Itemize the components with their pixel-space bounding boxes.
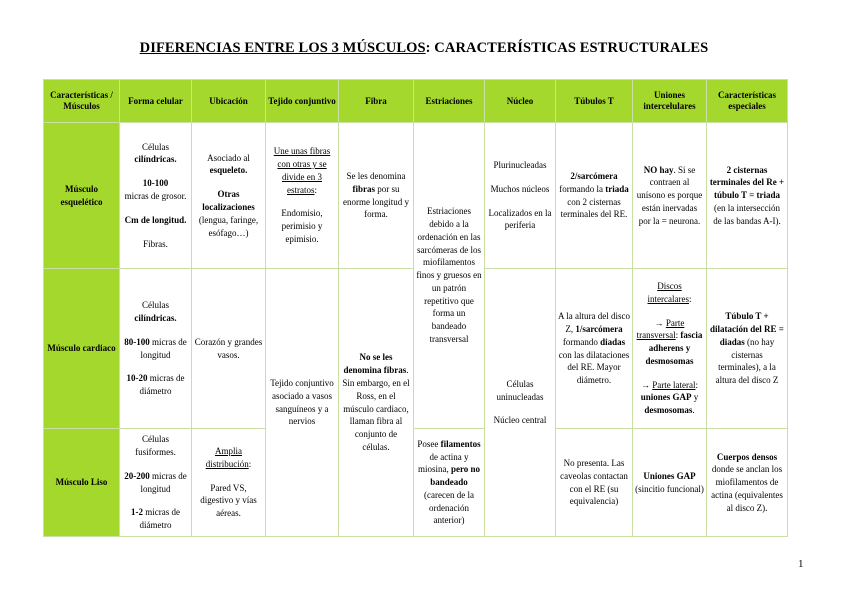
esq-ubic-l4: (lengua, faringe, esófago…) <box>198 214 259 238</box>
header-tejido: Tejido conjuntivo <box>266 80 339 123</box>
liso-forma-l4: 1-2 <box>131 507 143 518</box>
card-nucleo-l1: Células uninucleadas <box>496 378 544 402</box>
card-esp-l1: Túbulo T + dilatación del RE = diadas <box>710 311 784 347</box>
esq-uni-l2: . Si se contraen al unísono es porque están inervadas por la = neurona. <box>636 164 703 226</box>
liso-esp-l1: Cuerpos densos <box>716 451 778 462</box>
liso-forma-l2: 20-200 <box>124 470 150 481</box>
liso-ubic-l2: Pared VS, digestivo y vías aéreas. <box>200 482 257 519</box>
rowhead-cardiaco: Músculo cardiaco <box>44 269 120 429</box>
esq-forma-l3: 10-100 <box>142 178 169 189</box>
cell-esq-forma <box>120 123 192 269</box>
esq-nucleo-l3: Localizados en la periferia <box>488 207 552 231</box>
arrow-icon: → <box>641 379 650 390</box>
rowhead-esqueletico: Músculo esquelético <box>44 123 120 269</box>
esq-tejido-l2: Endomisio, perimisio y epimisio. <box>281 208 323 244</box>
card-uni-l12: . <box>692 405 695 416</box>
card-tub-l2: 1/sarcómera <box>575 323 623 334</box>
esq-tub-l1: 2/sarcómera <box>570 170 618 181</box>
esq-tejido-l1: Une unas fibras con otras y se divide en 3 estratos <box>273 146 331 195</box>
esq-ubic-l3: Otras localizaciones <box>202 189 255 212</box>
liso-forma-l5: micras de diámetro <box>139 507 180 531</box>
liso-uni-l1: Uniones GAP <box>643 470 696 481</box>
card-tub-l4: diadas <box>600 336 626 347</box>
header-tubulos: Túbulos T <box>556 80 633 123</box>
header-estriaciones: Estriaciones <box>414 80 485 123</box>
card-nucleo-l2: Núcleo central <box>493 415 547 426</box>
cell-esq-especiales <box>707 123 788 269</box>
cell-tejido-shared: Tejido conjuntivo asociado a vasos sanguíneos y a nervios <box>266 269 339 537</box>
card-tub-l1: A la altura del disco Z, <box>558 311 630 334</box>
esq-forma-l4: micras de grosor. <box>124 191 187 201</box>
header-forma: Forma celular <box>120 80 192 123</box>
liso-forma-l3: micras de longitud <box>140 470 187 494</box>
card-uni-l7: Parte lateral <box>652 379 696 390</box>
card-tub-l5: con las dilataciones del RE. Mayor diámetro. <box>558 349 630 386</box>
cell-esq-ubicacion <box>192 123 266 269</box>
title-rest: : CARACTERÍSTICAS ESTRUCTURALES <box>425 40 709 56</box>
liso-ubic-l1: Amplia distribución <box>205 446 249 469</box>
row-esqueletico <box>44 123 788 269</box>
card-uni-l10: y <box>693 392 699 403</box>
esq-ubic-l2: esqueleto. <box>209 165 248 176</box>
header-especiales: Características especiales <box>707 80 788 123</box>
header-fibra: Fibra <box>339 80 414 123</box>
cell-esq-nucleo <box>485 123 556 269</box>
liso-est-l5: (carecen de la ordenación anterior) <box>424 489 474 526</box>
header-nucleo: Núcleo <box>485 80 556 123</box>
esq-nucleo-l2: Muchos núcleos <box>490 183 550 194</box>
cell-card-tubulos <box>556 269 633 429</box>
cell-esq-tejido <box>266 123 339 269</box>
card-uni-l5: fascia adherens y desmosomas <box>645 330 703 366</box>
cell-card-ubicacion: Corazón y grandes vasos. <box>192 269 266 429</box>
cell-liso-ubicacion <box>192 429 266 537</box>
card-forma-l3: 80-100 <box>124 336 150 347</box>
liso-esp-l2: donde se anclan los miofilamentos de actina (equivalentes al disco Z). <box>711 464 783 513</box>
esq-uni-l1: NO hay <box>643 164 674 175</box>
cell-card-uniones <box>633 269 707 429</box>
liso-est-l2: filamentos <box>440 438 481 449</box>
cell-liso-forma <box>120 429 192 537</box>
cell-esq-fibra <box>339 123 414 269</box>
header-row <box>44 80 788 123</box>
header-ubicacion: Ubicación <box>192 80 266 123</box>
esq-tub-l3: triada <box>605 183 629 194</box>
esq-nucleo-l1: Plurinucleadas <box>493 159 547 170</box>
liso-est-l3: de actina y miosina, <box>417 451 469 475</box>
card-uni-l8: : <box>695 379 698 390</box>
esq-tub-l4: con 2 cisternas terminales del RE. <box>560 196 628 220</box>
cell-liso-tubulos: No presenta. Las caveolas contactan con el RE (su equivalencia) <box>556 429 633 537</box>
header-uniones: Uniones intercelulares <box>633 80 707 123</box>
esq-esp-l2: (en la intersección de las bandas A-I). <box>713 202 781 226</box>
cell-fibra-shared <box>339 269 414 537</box>
page-title <box>0 40 848 57</box>
esq-fibra-l3: por su enorme longitud y forma. <box>343 183 409 220</box>
card-uni-l3: Parte transversal <box>636 317 685 341</box>
arrow-icon: → <box>654 317 664 328</box>
esq-tejido-colon: : <box>314 184 317 195</box>
cell-estriaciones-shared: Estriaciones debido a la ordenación en las sarcómeras de los miofilamentos finos y gruesos en un patrón repetitivo que forma un bandeado transversal <box>414 123 485 429</box>
liso-ubic-l1b: : <box>248 458 252 469</box>
esq-esp-l1: 2 cisternas terminales del Re + túbulo T = triada <box>709 164 785 201</box>
liso-uni-l2: (sincitio funcional) <box>635 483 704 494</box>
cell-esq-uniones <box>633 123 707 269</box>
cell-esq-tubulos <box>556 123 633 269</box>
liso-est-l4: pero no bandeado <box>430 464 481 488</box>
esq-fibra-l2: fibras <box>352 183 375 194</box>
esq-forma-l6: Fibras. <box>143 238 168 249</box>
card-tub-l3: formando <box>562 336 598 347</box>
rowhead-liso: Músculo Liso <box>44 429 120 537</box>
cell-card-forma <box>120 269 192 429</box>
esq-fibra-l1: Se les denomina <box>346 170 406 181</box>
liso-forma-l1: Células fusiformes. <box>135 434 176 457</box>
page-number: 1 <box>798 558 804 570</box>
cell-liso-uniones <box>633 429 707 537</box>
liso-est-l1: Posee <box>417 438 439 449</box>
card-uni-l1: Discos intercalares <box>647 280 689 304</box>
esq-forma-l2: cilíndricas. <box>134 154 177 165</box>
card-uni-l9: uniones GAP <box>640 392 692 403</box>
cell-liso-estriaciones <box>414 429 485 537</box>
esq-forma-l1: Células <box>142 141 169 152</box>
cell-nucleo-shared <box>485 269 556 537</box>
esq-ubic-l1: Asociado al <box>207 152 250 163</box>
comparison-table <box>43 79 788 537</box>
card-fibra-l2: . Sin embargo, en el Ross, en el músculo cardiaco, llaman fibra al conjunto de células. <box>342 365 410 452</box>
card-forma-l1: Células <box>142 300 169 311</box>
esq-forma-l5: Cm de longitud. <box>124 214 187 225</box>
cell-liso-especiales <box>707 429 788 537</box>
card-forma-l5: 10-20 <box>126 373 148 384</box>
cell-card-especiales <box>707 269 788 429</box>
title-underlined: DIFERENCIAS ENTRE LOS 3 MÚSCULOS <box>139 40 426 56</box>
card-uni-l1b: : <box>688 293 692 304</box>
card-forma-l4: micras de longitud <box>140 336 187 360</box>
card-uni-l11: desmosomas <box>644 405 693 416</box>
row-liso <box>44 429 788 537</box>
card-forma-l2: cilíndricas. <box>134 312 177 323</box>
card-uni-l4: : <box>675 330 679 341</box>
card-fibra-l1: No se les denomina fibras <box>343 352 407 376</box>
card-forma-l6: micras de diámetro <box>139 373 185 397</box>
esq-tub-l2: formando la <box>559 183 603 194</box>
card-esp-l2: (no hay cisternas terminales), a la altura del disco Z <box>715 336 779 386</box>
header-caracteristicas: Características / Músculos <box>44 80 120 123</box>
